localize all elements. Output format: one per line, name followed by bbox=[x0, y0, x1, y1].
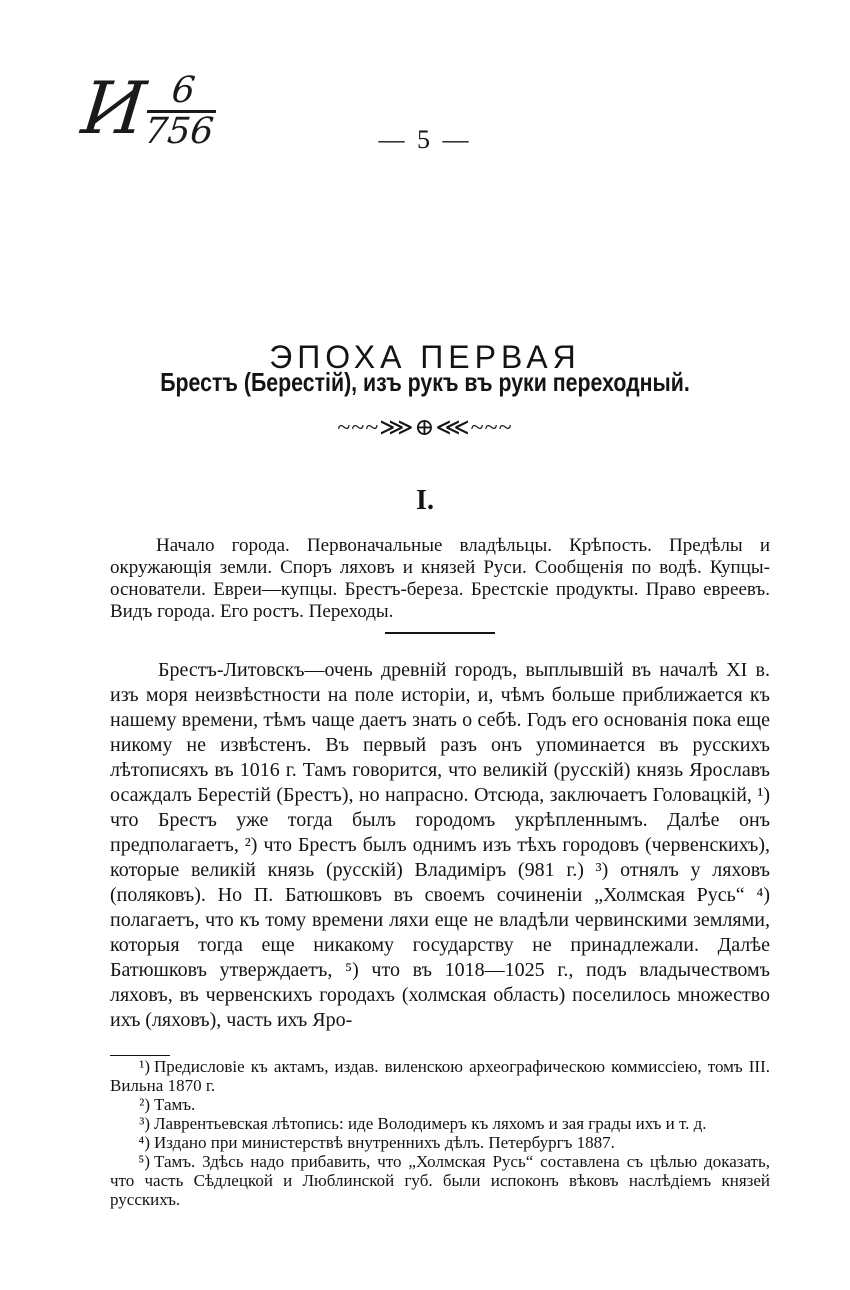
footnote bbox=[110, 1133, 770, 1152]
footnote-text: Предисловіе къ актамъ, издав. виленскою археографическою коммиссіею, томъ III. Вильна 1870 г. bbox=[110, 1057, 770, 1095]
footnote-mark: ³) bbox=[139, 1114, 150, 1133]
epoch-title: ЭПОХА ПЕРВАЯ bbox=[269, 339, 581, 376]
footnote-mark: ²) bbox=[139, 1095, 150, 1114]
footnote-text: Тамъ. bbox=[154, 1095, 196, 1114]
chapter-number: I. bbox=[416, 485, 434, 516]
footnote-mark: ⁴) bbox=[138, 1133, 150, 1152]
footnote-text: Лаврентьевская лѣтопись: иде Володимеръ къ ляхомъ и зая грады ихъ и т. д. bbox=[154, 1114, 707, 1133]
footnote-text: Издано при министерствѣ внутреннихъ дѣлъ. Петербургъ 1887. bbox=[154, 1133, 615, 1152]
chapter-summary: Начало города. Первоначальные владѣльцы. Крѣпость. Предѣлы и окружающія земли. Споръ ляховъ и князей Руси. Сообщенія по водѣ. Купцы-основатели. Евреи—купцы. Брестъ-береза. Брестскіе продукты. Право евреевъ. Видъ города. Его ростъ. Переходы. bbox=[110, 535, 770, 622]
footnote bbox=[110, 1057, 770, 1095]
shelfmark-bottom: 756 bbox=[142, 111, 216, 152]
footnote bbox=[110, 1095, 770, 1114]
shelfmark-top: 6 bbox=[169, 70, 197, 111]
page-number: — 5 — bbox=[378, 125, 472, 154]
body-paragraph: Брестъ-Литовскъ—очень древній городъ, выплывшій въ началѣ XI в. изъ моря неизвѣстности на поле исторіи, и, чѣмъ больше приближается къ нашему времени, тѣмъ чаще даетъ знать о себѣ. Годъ его основанія пока еще никому не извѣстенъ. Въ первый разъ онъ упоминается въ русскихъ лѣтописяхъ въ 1016 г. Тамъ говорится, что великій (русскій) князь Ярославъ осаждалъ Берестій (Брестъ), но напрасно. Отсюда, заключаетъ Головацкій, ¹) что Брестъ уже тогда былъ городомъ укрѣпленнымъ. Далѣе онъ предполагаетъ, ²) что Брестъ былъ однимъ изъ тѣхъ городовъ (червенскихъ), которые великій князь (русскій) Владиміръ (981 г.) ³) отнялъ у ляховъ (поляковъ). Но П. Батюшковъ въ своемъ сочиненіи „Холмская Русь“ ⁴) полагаетъ, что къ тому времени ляхи еще не владѣли червинскими землями, которыя тогда еще никакому государству не принадлежали. Далѣе Батюшковъ утверждаетъ, ⁵) что въ 1018—1025 г., подъ владычествомъ ляховъ, въ червенскихъ городахъ (холмская область) поселилось множество ихъ (ляховъ), часть ихъ Яро- bbox=[110, 659, 770, 1031]
footnote-text: Тамъ. Здѣсь надо прибавить, что „Холмская Русь“ составлена съ цѣлью доказать, что часть Сѣдлецкой и Люблинской губ. были испоконъ вѣковъ наслѣдіемъ князей русскихъ. bbox=[110, 1152, 770, 1209]
shelfmark-letter: И bbox=[77, 66, 150, 150]
epoch-subtitle: Брестъ (Берестій), изъ рукъ въ руки переходный. bbox=[160, 367, 690, 397]
section-divider bbox=[385, 632, 495, 634]
footnote bbox=[110, 1114, 770, 1133]
ornament-divider: ~~~⋙⊕⋘~~~ bbox=[337, 415, 513, 441]
footnote-mark: ¹) bbox=[139, 1057, 150, 1076]
footnote-divider bbox=[110, 1055, 170, 1056]
footnotes bbox=[110, 1057, 770, 1209]
footnote bbox=[110, 1152, 770, 1209]
footnote-mark: ⁵) bbox=[138, 1152, 150, 1171]
